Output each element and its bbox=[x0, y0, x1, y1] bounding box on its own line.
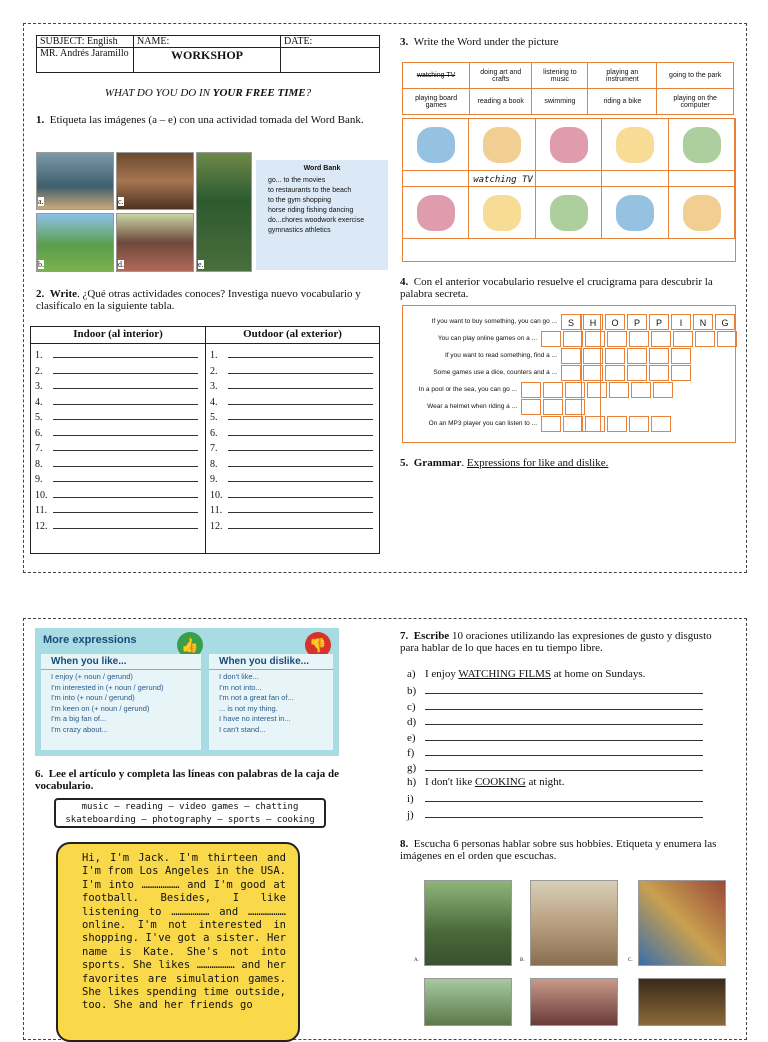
expression-item: I don't like... bbox=[219, 672, 259, 681]
outdoor-row[interactable]: 5. bbox=[210, 410, 376, 423]
hobby-label-c: C. bbox=[628, 958, 633, 963]
crossword-cell[interactable]: N bbox=[693, 314, 713, 330]
thumbs-up-icon: 👍 bbox=[177, 632, 203, 658]
hobby-photo-c bbox=[638, 880, 726, 966]
indoor-row[interactable]: 10. bbox=[35, 488, 201, 501]
indoor-header: Indoor (al interior) bbox=[73, 328, 163, 340]
expression-item: I'm not into... bbox=[219, 682, 262, 692]
outdoor-row[interactable]: 6. bbox=[210, 426, 376, 439]
hobby-photo-e bbox=[530, 978, 618, 1026]
workshop-title: WORKSHOP bbox=[134, 48, 281, 73]
hobby-label-b: B. bbox=[520, 958, 525, 963]
q8: 8. Escucha 6 personas hablar sobre sus hobbies. Etiqueta y enumera las imágenes en el orden que escuchas. bbox=[400, 838, 717, 862]
indoor-row[interactable]: 2. bbox=[35, 364, 201, 377]
q4: 4. Con el anterior vocabulario resuelve el crucigrama para descubrir la palabra secreta. bbox=[400, 276, 713, 300]
outdoor-row[interactable]: 9. bbox=[210, 472, 376, 485]
word-bank-title: Word Bank bbox=[303, 165, 341, 172]
outdoor-row[interactable]: 7. bbox=[210, 441, 376, 454]
indoor-row[interactable]: 4. bbox=[35, 395, 201, 408]
date-cell[interactable]: DATE: bbox=[281, 36, 380, 48]
crossword-cell[interactable] bbox=[649, 365, 669, 381]
crossword-cell[interactable] bbox=[629, 331, 649, 347]
picture-cell bbox=[602, 171, 668, 187]
cartoon-illustration bbox=[417, 195, 455, 231]
like-header: When you like... bbox=[41, 654, 201, 670]
hobby-photo-a bbox=[424, 880, 512, 966]
crossword-cell[interactable]: G bbox=[715, 314, 735, 330]
outdoor-row[interactable]: 8. bbox=[210, 457, 376, 470]
crossword-cell[interactable] bbox=[717, 331, 737, 347]
crossword-cell[interactable] bbox=[627, 348, 647, 364]
indoor-row[interactable]: 7. bbox=[35, 441, 201, 454]
expression-item: I'm interested in (+ noun / gerund) bbox=[51, 682, 164, 692]
expression-item: I'm keen on (+ noun / gerund) bbox=[51, 703, 150, 713]
expression-item: I'm crazy about... bbox=[51, 724, 108, 734]
indoor-row[interactable]: 9. bbox=[35, 472, 201, 485]
crossword-cell[interactable]: P bbox=[649, 314, 669, 330]
cartoon-illustration bbox=[483, 195, 521, 231]
label-e: e. bbox=[198, 260, 204, 269]
vocab-box: music – reading – video games – chatting skateboarding – photography – sports – cooking bbox=[54, 798, 326, 828]
crossword-clue: You can play online games on a ... bbox=[437, 335, 537, 342]
picture-cell bbox=[669, 119, 735, 171]
expression-item: ... is not my thing. bbox=[219, 703, 278, 713]
crossword-clue: Wear a helmet when riding a ... bbox=[427, 403, 517, 410]
outdoor-row[interactable]: 3. bbox=[210, 379, 376, 392]
crossword-cell[interactable] bbox=[563, 416, 583, 432]
crossword-cell[interactable] bbox=[631, 382, 651, 398]
jack-story: Hi, I'm Jack. I'm thirteen and I'm from Los Angeles in the USA. I'm into ……………… and I'm good at football. Besides, I like listening to ……………… and ……………… online. I'm not interested in shopping. I've got a sister. Her name is Kate. She's not into sports. She likes ……………… and her favorites are simulation games. She likes spending time outside, too. She and her friends go bbox=[56, 842, 300, 1042]
crossword-cell[interactable] bbox=[541, 331, 561, 347]
picture-cell bbox=[536, 171, 602, 187]
picture-cell bbox=[669, 187, 735, 239]
sentence-line[interactable]: b) bbox=[407, 683, 707, 698]
cartoon-illustration bbox=[683, 195, 721, 231]
crossword-cell[interactable] bbox=[671, 348, 691, 364]
q6: 6. Lee el artículo y completa las líneas con palabras de la caja de vocabulario. bbox=[35, 768, 339, 792]
crossword-cell[interactable] bbox=[653, 382, 673, 398]
outdoor-row[interactable]: 10. bbox=[210, 488, 376, 501]
sentence-line[interactable]: a) I enjoy WATCHING FILMS at home on Sundays. bbox=[407, 668, 646, 680]
label-d: d. bbox=[118, 260, 124, 269]
cartoon-illustration bbox=[550, 195, 588, 231]
vocab-table: watching TV doing art and crafts listening to music playing an instrument going to the park playing board games reading a book swimming riding a bike playing on the computer bbox=[402, 62, 734, 115]
hobby-photo-d bbox=[424, 978, 512, 1026]
outdoor-row[interactable]: 11. bbox=[210, 503, 376, 516]
hobby-photo-b bbox=[530, 880, 618, 966]
picture-cell bbox=[602, 119, 668, 171]
sentence-line[interactable]: g) bbox=[407, 760, 707, 775]
crossword-cell[interactable] bbox=[627, 365, 647, 381]
expression-item: I'm a big fan of... bbox=[51, 714, 107, 723]
crossword-cell[interactable]: P bbox=[627, 314, 647, 330]
crossword-cell[interactable] bbox=[649, 348, 669, 364]
crossword-cell[interactable] bbox=[561, 348, 581, 364]
crossword-cell[interactable] bbox=[651, 416, 671, 432]
answer-watching-tv: watching TV bbox=[473, 175, 533, 185]
more-expressions-box bbox=[35, 628, 339, 756]
q7-lines bbox=[407, 668, 707, 822]
outdoor-row[interactable]: 2. bbox=[210, 364, 376, 377]
thumbs-down-icon: 👎 bbox=[305, 632, 331, 658]
picture-cell bbox=[469, 187, 535, 239]
photo-c bbox=[116, 152, 194, 210]
crossword-cell[interactable] bbox=[605, 365, 625, 381]
crossword-cell[interactable] bbox=[543, 382, 563, 398]
sentence-line[interactable]: j) bbox=[407, 807, 707, 822]
crossword-clue: If you want to buy something, you can go ... bbox=[431, 318, 557, 325]
photo-b bbox=[36, 213, 114, 272]
main-title: WHAT DO YOU DO IN YOUR FREE TIME? bbox=[104, 87, 312, 99]
indoor-row[interactable]: 1. bbox=[35, 348, 201, 361]
label-a: a. bbox=[38, 197, 44, 206]
more-expressions-title: More expressions bbox=[43, 634, 137, 646]
sentence-line[interactable]: h) I don't like COOKING at night. bbox=[407, 775, 565, 788]
indoor-outdoor-table bbox=[30, 326, 380, 554]
crossword-cell[interactable] bbox=[607, 331, 627, 347]
cartoon-illustration bbox=[683, 127, 721, 163]
crossword-cell[interactable] bbox=[651, 331, 671, 347]
indoor-row[interactable]: 5. bbox=[35, 410, 201, 423]
picture-cell bbox=[536, 119, 602, 171]
crossword-cell[interactable] bbox=[607, 416, 627, 432]
outdoor-row[interactable]: 4. bbox=[210, 395, 376, 408]
header-table bbox=[36, 35, 380, 73]
indoor-row[interactable]: 12. bbox=[35, 519, 201, 532]
crossword bbox=[402, 305, 736, 443]
photo-e bbox=[196, 152, 252, 272]
picture-cell bbox=[469, 119, 535, 171]
crossword-cell[interactable] bbox=[521, 382, 541, 398]
hobby-photo-f bbox=[638, 978, 726, 1026]
expression-item: I can't stand... bbox=[219, 724, 266, 734]
crossword-cell[interactable] bbox=[543, 399, 563, 415]
q2: 2. Write. ¿Qué otras actividades conoces? Investiga nuevo vocabulario y clasifícalo en la siguiente tabla. bbox=[36, 288, 361, 312]
indoor-row[interactable]: 6. bbox=[35, 426, 201, 439]
crossword-clue: Some games use a dice, counters and a ... bbox=[433, 369, 557, 376]
crossword-cell[interactable] bbox=[671, 365, 691, 381]
sentence-line[interactable]: f) bbox=[407, 745, 707, 760]
expression-item: I'm into (+ noun / gerund) bbox=[51, 693, 135, 702]
indoor-row[interactable]: 3. bbox=[35, 379, 201, 392]
cartoon-illustration bbox=[616, 127, 654, 163]
q1: 1. Etiqueta las imágenes (a – e) con una actividad tomada del Word Bank. bbox=[36, 114, 364, 126]
secret-word-column bbox=[581, 314, 601, 432]
outdoor-row[interactable]: 12. bbox=[210, 519, 376, 532]
subject-cell: SUBJECT: English bbox=[37, 36, 134, 48]
expression-item: I enjoy (+ noun / gerund) bbox=[51, 672, 133, 681]
picture-cell bbox=[536, 187, 602, 239]
indoor-row[interactable]: 11. bbox=[35, 503, 201, 516]
crossword-cell[interactable]: I bbox=[671, 314, 691, 330]
photo-a bbox=[36, 152, 114, 210]
picture-cell bbox=[602, 187, 668, 239]
cartoon-illustration bbox=[417, 127, 455, 163]
q5: 5. Grammar. Expressions for like and dislike. bbox=[400, 457, 609, 469]
sentence-line[interactable]: e) bbox=[407, 730, 707, 745]
picture-grid bbox=[402, 118, 736, 262]
crossword-cell[interactable] bbox=[605, 348, 625, 364]
q7: 7. Escribe 10 oraciones utilizando las expresiones de gusto y disgusto para hablar de lo que haces en tu tiempo libre. bbox=[400, 630, 712, 654]
cartoon-illustration bbox=[483, 127, 521, 163]
hobby-label-a: A. bbox=[414, 958, 419, 963]
dislike-header: When you dislike... bbox=[209, 654, 333, 670]
crossword-clue: In a pool or the sea, you can go ... bbox=[418, 386, 517, 393]
expression-item: I have no interest in... bbox=[219, 714, 291, 723]
word-bank: Word Bank go... to the movies to restaurants to the beach to the gym shopping horse riding fishing dancing do...chores woodwork exercise gymnastics athletics bbox=[256, 160, 388, 270]
crossword-cell[interactable] bbox=[541, 416, 561, 432]
cartoon-illustration bbox=[616, 195, 654, 231]
crossword-cell[interactable] bbox=[521, 399, 541, 415]
expression-item: I'm not a great fan of... bbox=[219, 693, 294, 702]
label-b: b. bbox=[38, 260, 44, 269]
sentence-line[interactable]: d) bbox=[407, 714, 707, 729]
crossword-cell[interactable] bbox=[695, 331, 715, 347]
name-cell[interactable]: NAME: bbox=[134, 36, 281, 48]
crossword-cell[interactable]: H bbox=[583, 314, 603, 330]
picture-cell bbox=[403, 171, 469, 187]
crossword-cell[interactable] bbox=[561, 365, 581, 381]
crossword-cell[interactable] bbox=[563, 331, 583, 347]
crossword-cell[interactable] bbox=[673, 331, 693, 347]
cartoon-illustration bbox=[550, 127, 588, 163]
picture-cell bbox=[403, 119, 469, 171]
photo-d bbox=[116, 213, 194, 272]
crossword-cell[interactable] bbox=[609, 382, 629, 398]
crossword-cell[interactable] bbox=[629, 416, 649, 432]
crossword-clue: On an MP3 player you can listen to ... bbox=[428, 420, 537, 427]
picture-cell bbox=[403, 187, 469, 239]
crossword-cell[interactable]: O bbox=[605, 314, 625, 330]
crossword-clue: If you want to read something, find a ... bbox=[444, 352, 557, 359]
outdoor-row[interactable]: 1. bbox=[210, 348, 376, 361]
sentence-line[interactable]: i) bbox=[407, 791, 707, 806]
teacher-cell: MR. Andrés Jaramillo bbox=[37, 48, 134, 73]
sentence-line[interactable]: c) bbox=[407, 699, 707, 714]
outdoor-header: Outdoor (al exterior) bbox=[243, 328, 342, 340]
picture-cell bbox=[669, 171, 735, 187]
indoor-row[interactable]: 8. bbox=[35, 457, 201, 470]
label-c: c. bbox=[118, 197, 124, 206]
q3: 3. Write the Word under the picture bbox=[400, 36, 559, 48]
crossword-cell[interactable]: S bbox=[561, 314, 581, 330]
